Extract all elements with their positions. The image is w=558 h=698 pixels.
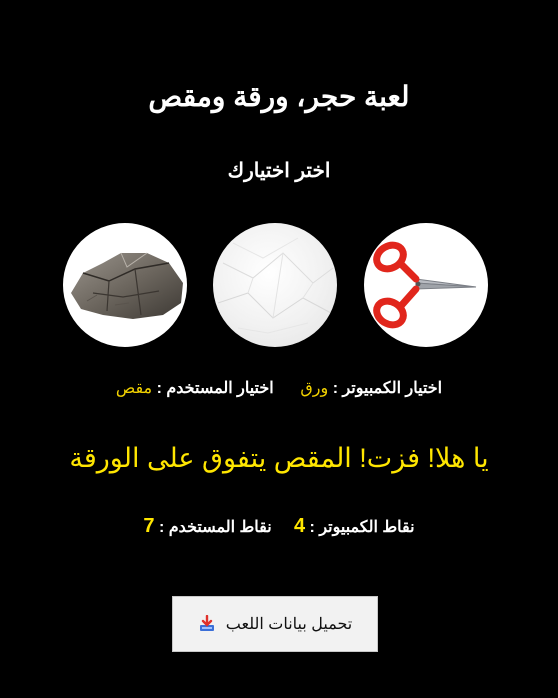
computer-choice-label: اختيار الكمبيوتر :: [332, 380, 443, 397]
result-message: يا هلا! فزت! المقص يتفوق على الورقة: [69, 443, 489, 473]
computer-choice-value: ورق: [300, 380, 329, 397]
user-score-label: نقاط المستخدم :: [158, 519, 272, 536]
computer-score-value: 4: [293, 515, 306, 537]
computer-score-label: نقاط الكمبيوتر :: [309, 519, 415, 536]
game-title: لعبة حجر، ورقة ومقص: [148, 81, 410, 112]
rock-icon: [63, 223, 187, 347]
paper-icon: [213, 223, 337, 347]
scissors-choice-button[interactable]: [364, 223, 488, 347]
user-score-value: 7: [143, 515, 155, 537]
round-choices: [0, 378, 558, 398]
user-choice-value: مقص: [115, 380, 153, 397]
paper-choice-button[interactable]: [213, 223, 337, 347]
scissors-icon: [364, 223, 488, 347]
download-icon: [198, 615, 216, 633]
user-choice-label: اختيار المستخدم :: [156, 380, 274, 397]
rock-choice-button[interactable]: [63, 223, 187, 347]
download-game-data-button[interactable]: [172, 596, 378, 652]
download-button-label: تحميل بيانات اللعب: [225, 616, 353, 633]
scoreboard: [0, 515, 558, 538]
choose-prompt: اختر اختيارك: [227, 160, 331, 182]
